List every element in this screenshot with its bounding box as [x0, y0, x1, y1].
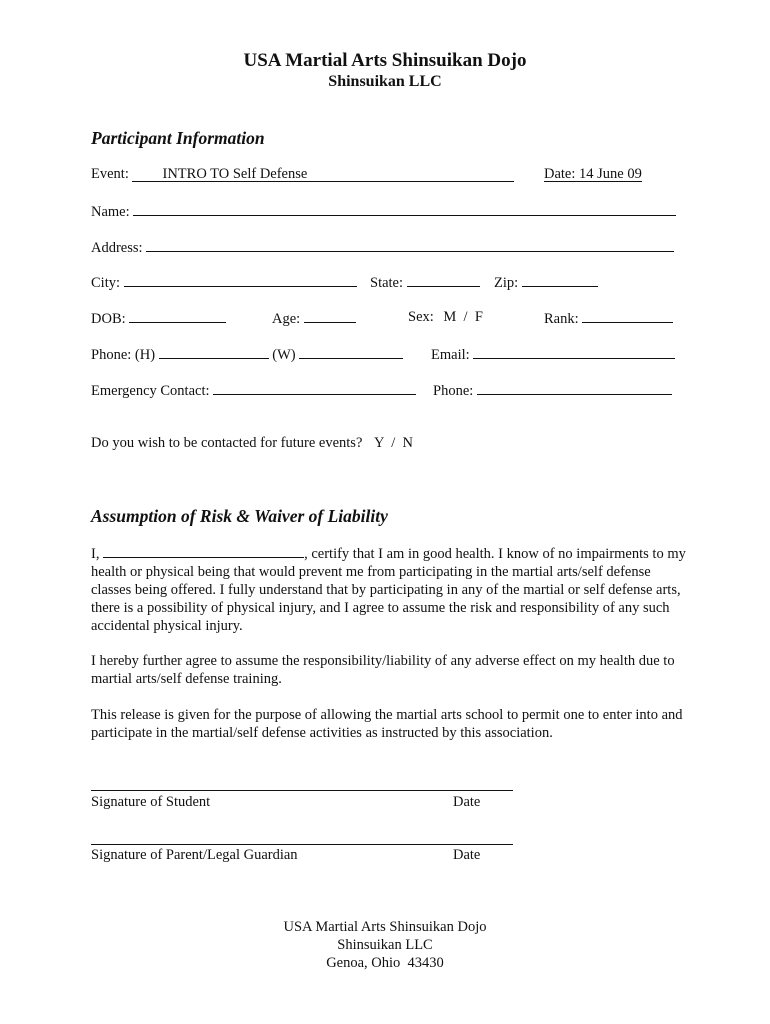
state-label: State: [370, 275, 404, 291]
dob-field[interactable] [129, 309, 226, 323]
footer-line-2: Shinsuikan LLC [337, 937, 433, 953]
email-field[interactable] [473, 345, 675, 359]
rank-label: Rank: [544, 311, 579, 327]
rank-field[interactable] [582, 309, 673, 323]
zip-row [494, 273, 598, 292]
address-field[interactable] [146, 238, 674, 252]
emergency-row [91, 381, 416, 400]
waiver-p1-prefix: I, [91, 546, 100, 562]
waiver-paragraph-1 [91, 544, 691, 635]
phone-work-field[interactable] [299, 345, 403, 359]
phone-home-label: Phone: (H) [91, 347, 156, 363]
phone-home-field[interactable] [159, 345, 269, 359]
waiver-heading: Assumption of Risk & Waiver of Liability [91, 506, 388, 526]
emergency-label: Emergency Contact: [91, 383, 210, 399]
event-label: Event: [91, 166, 129, 182]
state-row [370, 273, 480, 292]
city-label: City: [91, 275, 121, 291]
event-date [544, 166, 642, 183]
waiver-p1-text: , certify that I am in good health. I know of no impairments to my health or physical being that would prevent me from participating in the martial arts/self defense classes being offered. I fully understand that by participating in any of the martial or self defense arts, there is a possibility of physical injury, and I agree to assume the risk and responsibility of any such accidental physical injury. [91, 546, 686, 634]
waiver-paragraph-3: This release is given for the purpose of allowing the martial arts school to permit one to enter into and participate in the martial/self defense activities as instructed by this association. [91, 707, 683, 741]
email-row [431, 345, 675, 364]
state-field[interactable] [407, 273, 480, 287]
footer-line-3: Genoa, Ohio 43430 [326, 955, 444, 971]
footer-line-1: USA Martial Arts Shinsuikan Dojo [283, 919, 487, 935]
dob-row [91, 309, 226, 328]
sex-row [408, 309, 483, 326]
age-field[interactable] [304, 309, 356, 323]
guardian-signature-line[interactable] [91, 844, 513, 845]
page-title: USA Martial Arts Shinsuikan Dojo [243, 50, 527, 71]
waiver-name-field[interactable] [103, 544, 304, 558]
phone-work-label: (W) [272, 347, 296, 363]
age-row [272, 309, 356, 328]
participant-heading: Participant Information [91, 128, 265, 148]
phone-row [91, 345, 403, 364]
name-label: Name: [91, 204, 130, 220]
address-row [91, 238, 674, 257]
zip-label: Zip: [494, 275, 519, 291]
emergency-field[interactable] [213, 381, 416, 395]
city-row [91, 273, 357, 292]
zip-field[interactable] [522, 273, 598, 287]
date-value[interactable]: Date: 14 June 09 [544, 166, 642, 182]
guardian-date-label: Date [453, 847, 481, 863]
emergency-phone-row [433, 381, 672, 400]
student-signature-line[interactable] [91, 790, 513, 791]
age-label: Age: [272, 311, 301, 327]
contact-options[interactable]: Y / N [374, 435, 413, 451]
city-field[interactable] [124, 273, 357, 287]
emergency-phone-field[interactable] [477, 381, 672, 395]
name-row [91, 202, 676, 221]
contact-row [91, 435, 413, 452]
page-subtitle: Shinsuikan LLC [328, 73, 442, 90]
guardian-signature-label: Signature of Parent/Legal Guardian [91, 847, 298, 863]
student-signature-label: Signature of Student [91, 794, 211, 810]
rank-row [544, 309, 673, 328]
event-row [91, 166, 514, 183]
event-field[interactable] [132, 167, 514, 182]
student-date-label: Date [453, 794, 481, 810]
sex-label: Sex: [408, 309, 434, 325]
email-label: Email: [431, 347, 470, 363]
event-value: INTRO TO Self Defense [162, 166, 308, 182]
emergency-phone-label: Phone: [433, 383, 474, 399]
contact-question: Do you wish to be contacted for future events? [91, 435, 363, 451]
name-field[interactable] [133, 202, 676, 216]
address-label: Address: [91, 240, 143, 256]
waiver-paragraph-2: I hereby further agree to assume the responsibility/liability of any adverse effect on my health due to martial arts/self defense training. [91, 653, 675, 687]
sex-options[interactable]: M / F [443, 309, 483, 325]
dob-label: DOB: [91, 311, 126, 327]
